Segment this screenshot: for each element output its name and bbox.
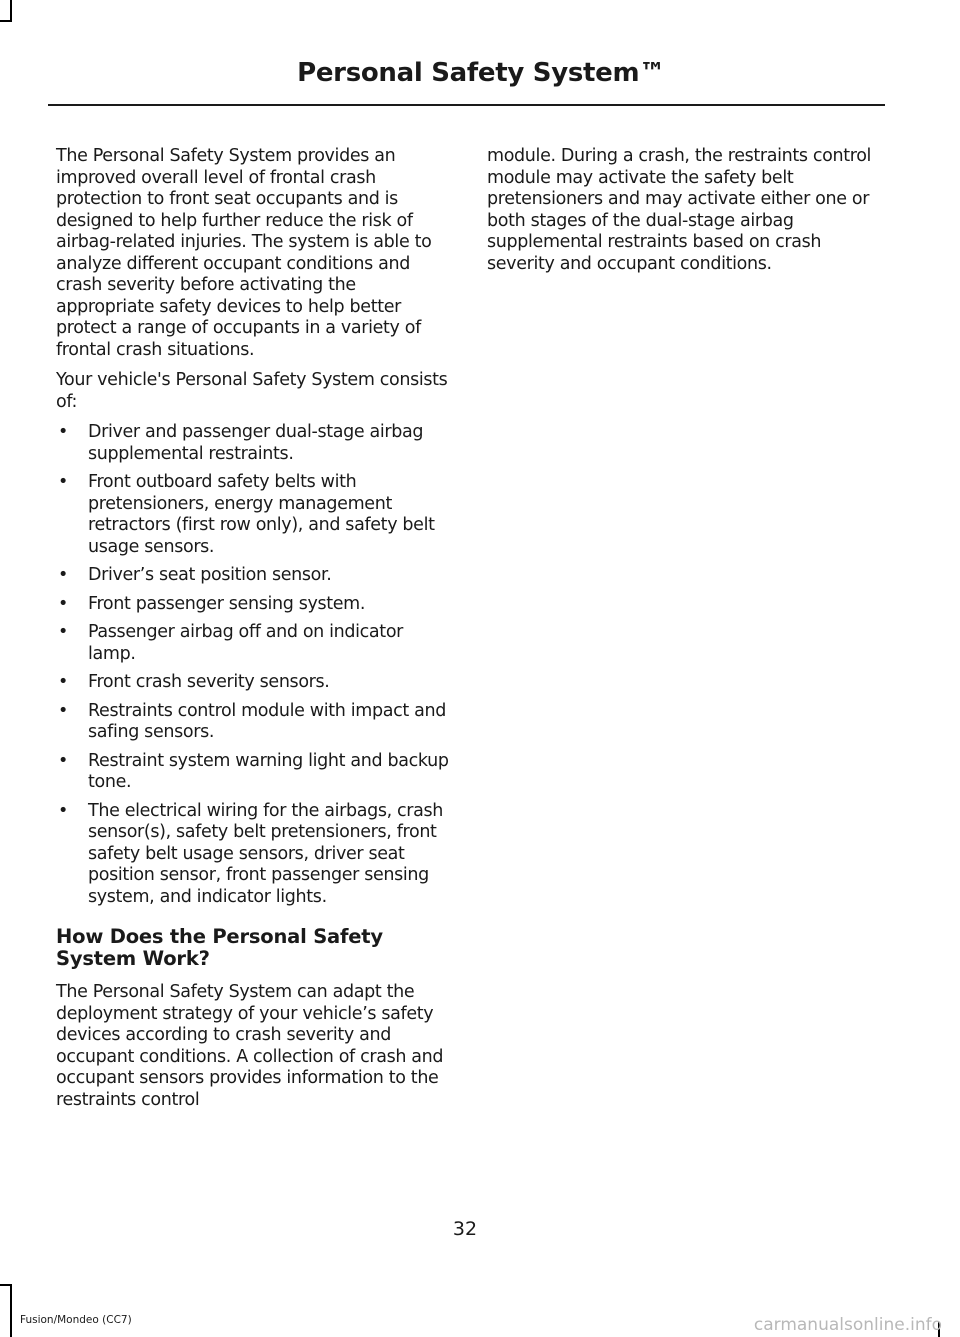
list-item-text: The electrical wiring for the airbags, crash sensor(s), safety belt pretensioners, front safety belt usage sensors, driver seat position sensor, front passenger sensing system, and indicator lights. [88,800,444,907]
page-title: Personal Safety System™ [297,58,665,88]
list-item-text: Front crash severity sensors. [88,672,330,692]
list-item [56,565,454,587]
page-number: 32 [452,1218,478,1240]
bullet-icon: • [58,422,68,442]
consists-intro: Your vehicle's Personal Safety System consists of: [56,370,448,412]
list-item [56,422,454,465]
header-rule [48,104,885,106]
component-list [56,422,454,908]
footer-model-label: Fusion/Mondeo (CC7) [20,1314,132,1326]
list-item-text: Driver’s seat position sensor. [88,565,332,585]
crop-mark-bottom-left-horizontal [0,1284,12,1286]
right-column [487,146,885,284]
crop-mark-top-left-horizontal [0,20,12,22]
list-item-text: Front outboard safety belts with pretensioners, energy management retractors (first row only), and safety belt usage sensors. [88,472,435,557]
crop-mark-bottom-left-vertical [10,1284,12,1337]
left-column [56,146,454,1120]
list-item [56,751,454,794]
continuation-paragraph: module. During a crash, the restraints control module may activate the safety belt pretensioners and may activate either one or both stages of the dual-stage airbag supplemental restraints based on crash severity and occupant conditions. [487,146,872,274]
crop-mark-top-left-vertical [10,0,12,22]
bullet-icon: • [58,700,68,721]
list-item-text: Restraint system warning light and backup tone. [88,750,449,792]
list-item [56,801,454,909]
bullet-icon: • [58,472,68,492]
intro-paragraph: The Personal Safety System provides an improved overall level of frontal crash protection to front seat occupants and is designed to help further reduce the risk of airbag-related injuries. The system is able to analyze different occupant conditions and crash severity before activating the appropriate safety devices to help better protect a range of occupants in a variety of frontal crash situations. [56,146,432,360]
list-item-text: Driver and passenger dual-stage airbag supplemental restraints. [88,422,424,464]
list-item [56,594,454,616]
list-item-text: Restraints control module with impact and safing sensors. [88,700,446,742]
watermark: carmanualsonline.info [753,1315,942,1335]
list-item [56,701,454,744]
section-body-paragraph: The Personal Safety System can adapt the deployment strategy of your vehicle’s safety devices according to crash severity and occupant conditions. A collection of crash and occupant sensors provides information to the restraints control [56,982,444,1110]
list-item [56,672,454,694]
bullet-icon: • [58,672,68,692]
list-item [56,472,454,558]
bullet-icon: • [58,593,68,614]
list-item [56,622,454,665]
bullet-icon: • [58,565,68,585]
bullet-icon: • [58,800,68,821]
bullet-icon: • [58,750,68,771]
section-heading: How Does the Personal Safety System Work? [56,925,383,970]
bullet-icon: • [58,622,68,642]
list-item-text: Front passenger sensing system. [88,593,366,614]
list-item-text: Passenger airbag off and on indicator lamp. [88,622,404,664]
